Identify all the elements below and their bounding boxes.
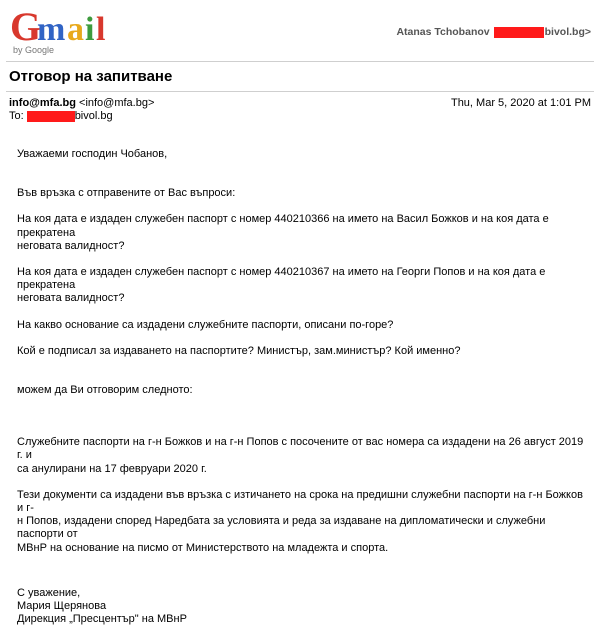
gmail-logo — [10, 4, 110, 56]
answer-2-line-2: н Попов, издадени според Наредбата за условията и реда за издаване на дипломатически и служебни паспорти от — [17, 515, 546, 541]
to-label: To: — [9, 110, 24, 122]
header — [0, 0, 600, 62]
email-from — [9, 97, 154, 109]
intro: Във връзка с отправените от Вас въпроси: — [17, 187, 236, 200]
question-2-line-1: На коя дата е издаден служебен паспорт с номер 440210367 на името на Георги Попов и на коя дата е прекратена — [17, 266, 546, 292]
to-address: bivol.bg — [74, 110, 113, 122]
question-2-line-2: неговата валидност? — [17, 292, 125, 305]
email-to — [9, 110, 113, 122]
svg-text:G: G — [10, 4, 42, 49]
svg-text:l: l — [96, 11, 106, 48]
redaction-bar — [494, 27, 544, 38]
question-3: На какво основание са издадени служебните паспорти, описани по-горе? — [17, 318, 394, 331]
svg-text:m: m — [37, 11, 66, 48]
account-name: Atanas Tchobanov — [396, 26, 490, 38]
greeting: Уважаеми господин Чобанов, — [17, 148, 168, 160]
question-1-line-2: неговата валидност? — [17, 239, 125, 252]
signer-name: Мария Щерянова — [17, 600, 107, 613]
account-email: bivol.bg> — [544, 26, 591, 38]
logo-sub: by Google — [13, 45, 55, 55]
svg-text:a: a — [67, 11, 84, 48]
answer-1-line-1: Служебните паспорти на г-н Божков и на г-н Попов с посочените от вас номера са издадени на 26 август 2019 г. и — [17, 436, 584, 462]
account-info — [396, 26, 591, 38]
signer-department: Дирекция „Пресцентър" на МВнР — [17, 613, 187, 626]
redaction-bar — [27, 111, 75, 122]
closing: С уважение, — [17, 586, 81, 599]
sender-address: <info@mfa.bg> — [79, 97, 155, 109]
email-body — [17, 148, 592, 626]
question-1-line-1: На коя дата е издаден служебен паспорт с номер 440210366 на името на Васил Божков и на коя дата е прекратена — [17, 213, 549, 239]
answer-intro: можем да Ви отговорим следното: — [17, 384, 193, 397]
subject-divider — [6, 91, 594, 92]
answer-2-line-1: Тези документи са издадени във връзка с изтичането на срока на предишни служебни паспорти на г-н Божков и г- — [17, 488, 583, 515]
answer-2-line-3: МВнР на основание на писмо от Министерството на младежта и спорта. — [17, 541, 389, 554]
email-subject: Отговор на запитване — [9, 68, 173, 85]
question-4: Кой е подписал за издаването на паспортите? Министър, зам.министър? Кой именно? — [17, 344, 461, 357]
header-divider — [6, 61, 594, 62]
sender-name[interactable]: info@mfa.bg — [9, 97, 76, 109]
svg-text:i: i — [85, 11, 95, 48]
email-date: Thu, Mar 5, 2020 at 1:01 PM — [450, 97, 591, 109]
answer-1-line-2: са анулирани на 17 февруари 2020 г. — [17, 462, 207, 475]
